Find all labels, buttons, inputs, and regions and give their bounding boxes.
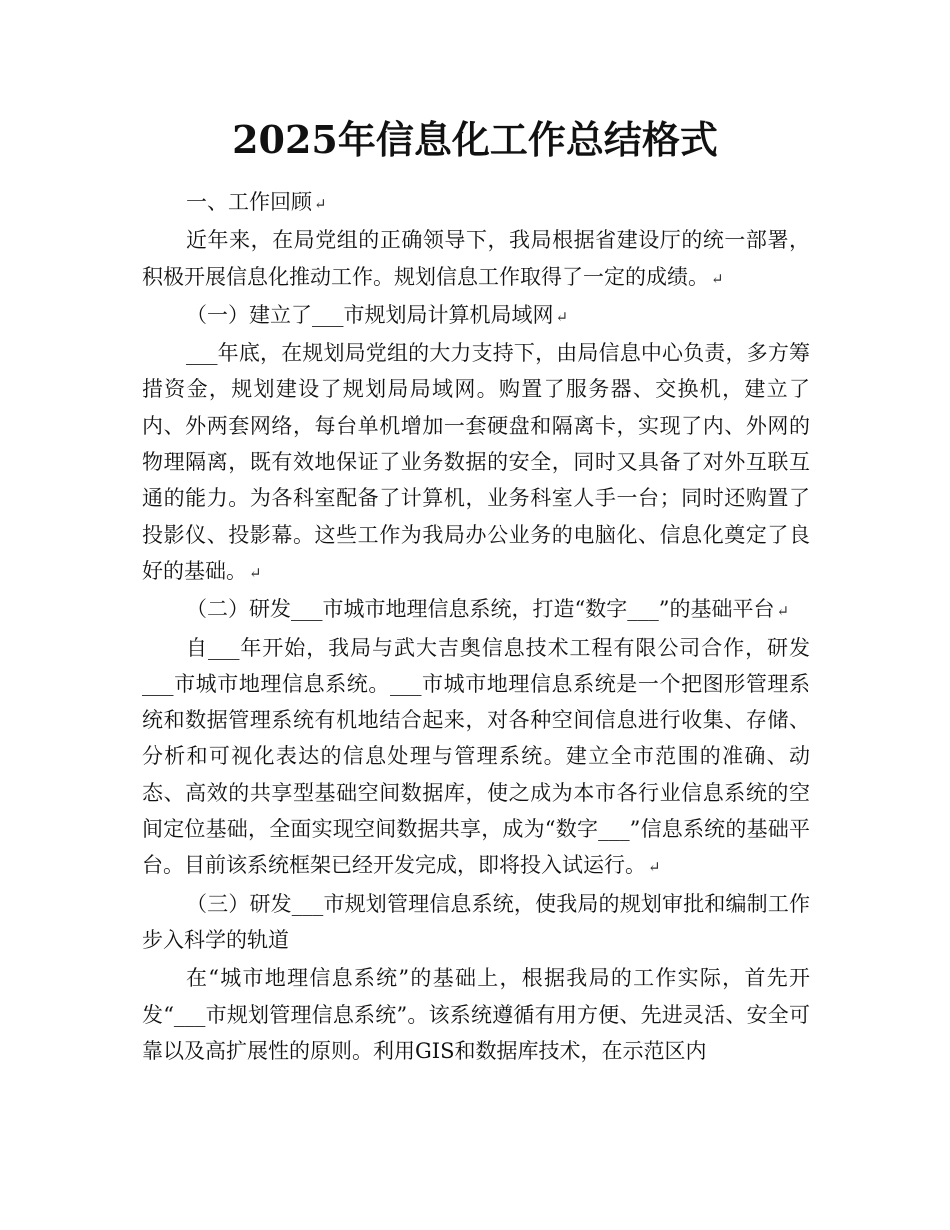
paragraph — [142, 335, 810, 591]
paragraph-text: 一、工作回顾 — [186, 190, 312, 214]
paragraph-mark-icon: ↵ — [249, 563, 261, 582]
paragraph — [142, 960, 810, 1071]
paragraph-text: （一）建立了___市规划局计算机局域网 — [186, 302, 554, 327]
paragraph-mark-icon: ↵ — [711, 269, 723, 288]
paragraph-mark-icon: ↵ — [555, 307, 568, 326]
paragraph-text: （三）研发___市规划管理信息系统，使我局的规划审批和编制工作步入科学的轨道 — [142, 891, 810, 952]
paragraph — [142, 630, 810, 886]
paragraph — [142, 297, 810, 335]
paragraph-mark-icon: ↵ — [648, 858, 660, 877]
paragraph — [142, 591, 810, 629]
paragraph-text: 近年来，在局党组的正确领导下，我局根据省建设厅的统一部署，积极开展信息化推动工作。规划信息工作取得了一定的成绩。 — [142, 228, 810, 289]
document-body — [142, 184, 810, 1071]
paragraph — [142, 222, 810, 297]
paragraph-text: 自___年开始，我局与武大吉奥信息技术工程有限公司合作，研发___市城市地理信息系统。___市城市地理信息系统是一个把图形管理系统和数据管理系统有机地结合起来，对各种空间信息进行收集、存储、分析和可视化表达的信息处理与管理系统。建立全市范围的准确、动态、高效的共享型基础空间数据库，使之成为本市各行业信息系统的空间定位基础，全面实现空间数据共享，成为“数字___”信息系统的基础平台。目前该系统框架已经开发完成，即将投入试运行。 — [142, 635, 810, 878]
paragraph-text: （二）研发___市城市地理信息系统，打造“数字___”的基础平台 — [186, 597, 775, 622]
paragraph-mark-icon: ↵ — [776, 602, 789, 621]
paragraph — [142, 184, 810, 222]
paragraph-text: ___年底，在规划局党组的大力支持下，由局信息中心负责，多方筹措资金，规划建设了规划局局域网。购置了服务器、交换机，建立了内、外两套网络，每台单机增加一套硬盘和隔离卡，实现了内、外网的物理隔离，既有效地保证了业务数据的安全，同时又具备了对外互联互通的能力。为各科室配备了计算机，业务科室人手一台；同时还购置了投影仪、投影幕。这些工作为我局办公业务的电脑化、信息化奠定了良好的基础。 — [142, 341, 810, 583]
paragraph-mark-icon: ↵ — [314, 195, 326, 213]
document-title: 2025年信息化工作总结格式 — [232, 117, 718, 162]
paragraph — [142, 886, 810, 961]
paragraph-text: 在“城市地理信息系统”的基础上，根据我局的工作实际，首先开发“___市规划管理信息系统”。该系统遵循有用方便、先进灵活、安全可靠以及高扩展性的原则。利用GIS和数据库技术，在示范区内 — [142, 966, 810, 1063]
